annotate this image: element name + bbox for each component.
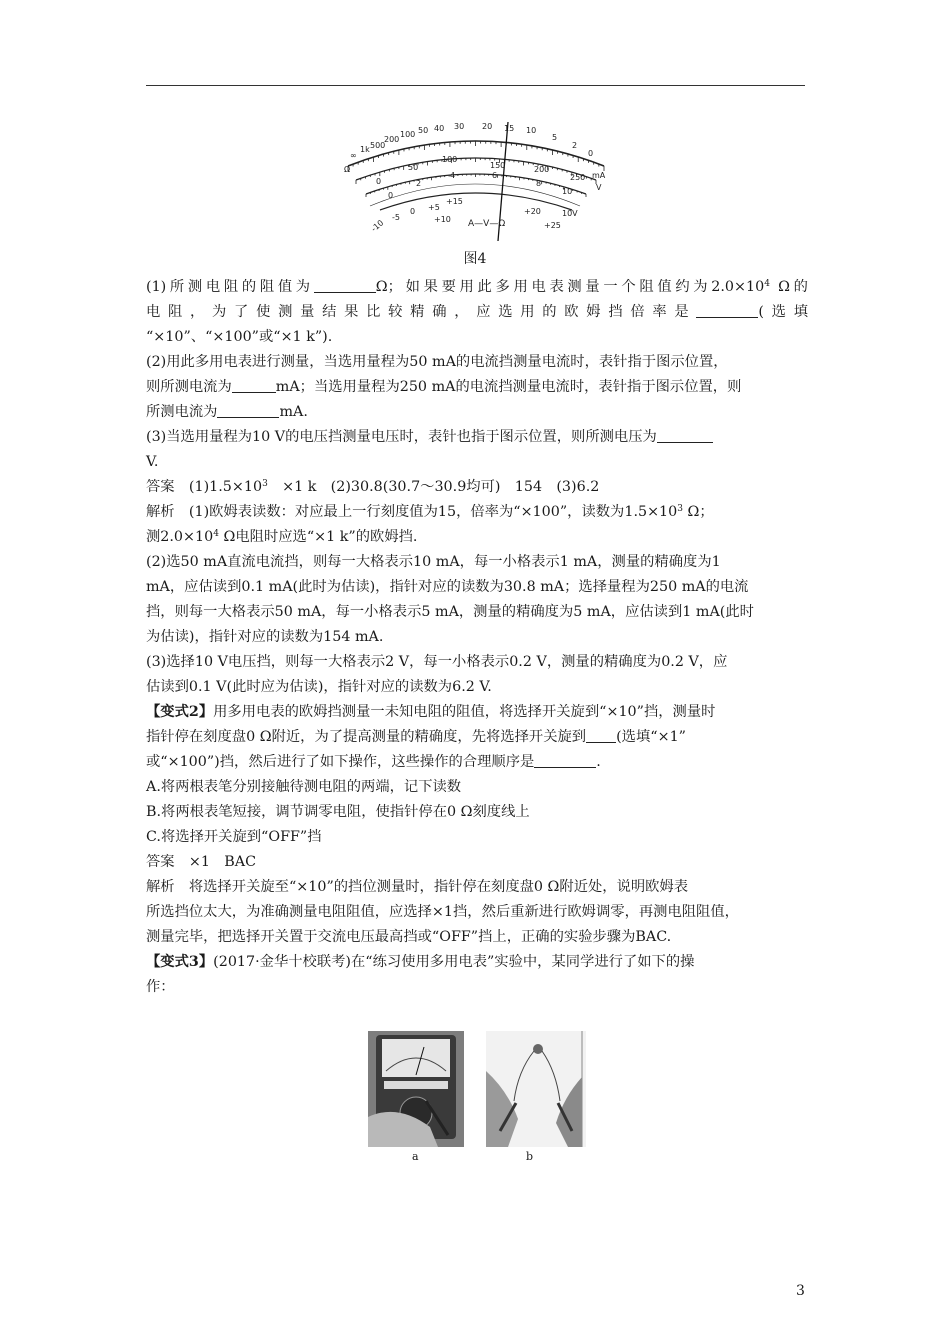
- text-line: 则所测电流为 mA；当选用量程为250 mA的电流挡测量电流时，表针指于图示位置，则: [146, 379, 742, 395]
- dc-label-0: 0: [376, 177, 382, 186]
- option-a: A.将两根表笔分别接触待测电阻的两端，记下读数: [146, 779, 462, 795]
- dc-small-0: 0: [388, 191, 394, 200]
- ohm-label-0: 0: [588, 149, 594, 158]
- ohm-label-inf: ∞: [350, 151, 357, 160]
- dc-label-100: 100: [442, 155, 458, 164]
- ohm-label-2: 2: [572, 141, 578, 150]
- dc-label-50: 50: [408, 163, 419, 172]
- figure-caption: 图4: [463, 251, 487, 267]
- text-line: “×10”、“×100”或“×1 k”).: [146, 329, 333, 345]
- text-line: 测$2.0\times 10^4$ Ω电阻时应选“×1 k”的欧姆挡.: [146, 529, 418, 545]
- ohm-label-500: 500: [370, 141, 386, 150]
- db-label-p25: +25: [544, 221, 561, 230]
- variant-3-heading: 【变式3】(2017·金华十校联考)在“练习使用多用电表”实验中，某同学进行了如下的操: [146, 954, 695, 970]
- ohm-label-5: 5: [552, 133, 558, 142]
- dc-label-250: 250: [570, 173, 586, 182]
- meter-center-label: A—V—Ω: [468, 219, 506, 229]
- dc-small-6: 6: [492, 171, 498, 180]
- ohm-label-omega: Ω: [344, 165, 351, 174]
- photo-label-a: a: [412, 1150, 419, 1163]
- db-label-p10: +10: [434, 215, 451, 224]
- dc-label-ma: mA: [592, 171, 606, 180]
- text-line: 挡，则每一大格表示50 mA，每一小格表示5 mA，测量的精确度为5 mA，应估读到1 mA(此时: [146, 604, 754, 620]
- dc-small-4: 4: [450, 171, 456, 180]
- multimeter-dial-figure: [330, 118, 620, 246]
- analysis-line: 解析 (1)欧姆表读数：对应最上一行刻度值为15，倍率为“×100”，读数为$1.5\times 10^3$ Ω；: [146, 504, 714, 520]
- text-line: mA，应估读到0.1 mA(此时为估读)，指针对应的读数为30.8 mA；选择量程为250 mA的电流: [146, 579, 749, 595]
- photo-a-multimeter: [368, 1031, 464, 1147]
- dc-small-2: 2: [416, 179, 422, 188]
- dc-small-8: 8: [536, 179, 542, 188]
- ohm-label-200: 200: [384, 135, 400, 144]
- dc-label-200: 200: [534, 165, 550, 174]
- variant-2-heading: 【变式2】用多用电表的欧姆挡测量一未知电阻的阻值，将选择开关旋到“×10”挡，测量时: [146, 704, 716, 720]
- db-scale-arc: [380, 193, 572, 210]
- text-line: V.: [146, 454, 159, 470]
- dc-small-10: 10: [562, 187, 573, 196]
- db-label-10v: 10V: [562, 209, 578, 218]
- experiment-photos: [368, 1031, 586, 1147]
- option-c: C.将选择开关旋到“OFF”挡: [146, 829, 322, 845]
- ohm-label-10: 10: [526, 126, 537, 135]
- text-line: 估读到0.1 V(此时应为估读)，指针对应的读数为6.2 V.: [146, 679, 492, 695]
- text-line: 为估读)，指针对应的读数为154 mA.: [146, 629, 384, 645]
- ohm-label-30: 30: [454, 122, 465, 131]
- db-label-p15: +15: [446, 197, 463, 206]
- db-label-m5: -5: [392, 213, 400, 222]
- ohm-label-50: 50: [418, 126, 429, 135]
- db-label-p20: +20: [524, 207, 541, 216]
- ohm-label-15: 15: [504, 124, 515, 133]
- text-line: 所选挡位太大，为准确测量电阻阻值，应选择×1挡，然后重新进行欧姆调零，再测电阻阻值，: [146, 904, 739, 920]
- text-line: (3)当选用量程为10 V的电压挡测量电压时，表针也指于图示位置，则所测电压为: [146, 425, 808, 450]
- text-line: 电阻，为了使测量结果比较精确，应选用的欧姆挡倍率是 (选填: [146, 304, 808, 320]
- text-line: 测量完毕，把选择开关置于交流电压最高挡或“OFF”挡上，正确的实验步骤为BAC.: [146, 929, 672, 945]
- text-line: (2)用此多用电表进行测量，当选用量程为50 mA的电流挡测量电流时，表针指于图示位置，: [146, 354, 728, 370]
- page-number: 3: [796, 1283, 805, 1299]
- document-body: [146, 275, 808, 1000]
- dc-scale-arc: [356, 158, 596, 180]
- option-b: B.将两根表笔短接，调节调零电阻，使指针停在0 Ω刻度线上: [146, 804, 530, 820]
- db-label-p5: +5: [428, 203, 440, 212]
- db-label-m10: -10: [369, 218, 386, 234]
- analysis-line: 解析 将选择开关旋至“×10”的挡位测量时，指针停在刻度盘0 Ω附近处，说明欧姆表: [146, 879, 689, 895]
- text-line: 作：: [146, 979, 175, 995]
- photo-b-resistor: [486, 1031, 586, 1147]
- answer-line: 答案 $(1)1.5\times 10^3$ ×1 k (2)30.8(30.7～30.9均可) 154 (3)6.2: [146, 479, 600, 495]
- ohm-scale-arc: [348, 141, 604, 166]
- dc-label-150: 150: [490, 161, 506, 170]
- header-rule: [146, 85, 805, 86]
- answer-line: 答案 ×1 BAC: [146, 854, 257, 870]
- db-label-0: 0: [410, 207, 416, 216]
- text-line: (1)所测电阻的阻值为 Ω；如果要用此多用电表测量一个阻值约为$2.0\times 10^4$ Ω的: [146, 279, 808, 295]
- text-line: 指针停在刻度盘0 Ω附近，为了提高测量的精确度，先将选择开关旋到 (选填“×1”: [146, 729, 686, 745]
- ohm-label-40: 40: [434, 124, 445, 133]
- ohm-label-1k: 1k: [360, 145, 370, 154]
- text-line: (2)选50 mA直流电流挡，则每一大格表示10 mA，每一小格表示1 mA，测量的精确度为1: [146, 554, 721, 570]
- photo-label-b: b: [526, 1150, 534, 1163]
- dc-label-v: V: [596, 183, 602, 192]
- text-line: 所测电流为 mA.: [146, 404, 308, 420]
- text-line: 或“×100”)挡，然后进行了如下操作，这些操作的合理顺序是 .: [146, 754, 601, 770]
- ohm-label-20: 20: [482, 122, 493, 131]
- text-line: (3)选择10 V电压挡，则每一大格表示2 V，每一小格表示0.2 V，测量的精确度为0.2 V，应: [146, 654, 728, 670]
- ohm-label-100: 100: [400, 130, 416, 139]
